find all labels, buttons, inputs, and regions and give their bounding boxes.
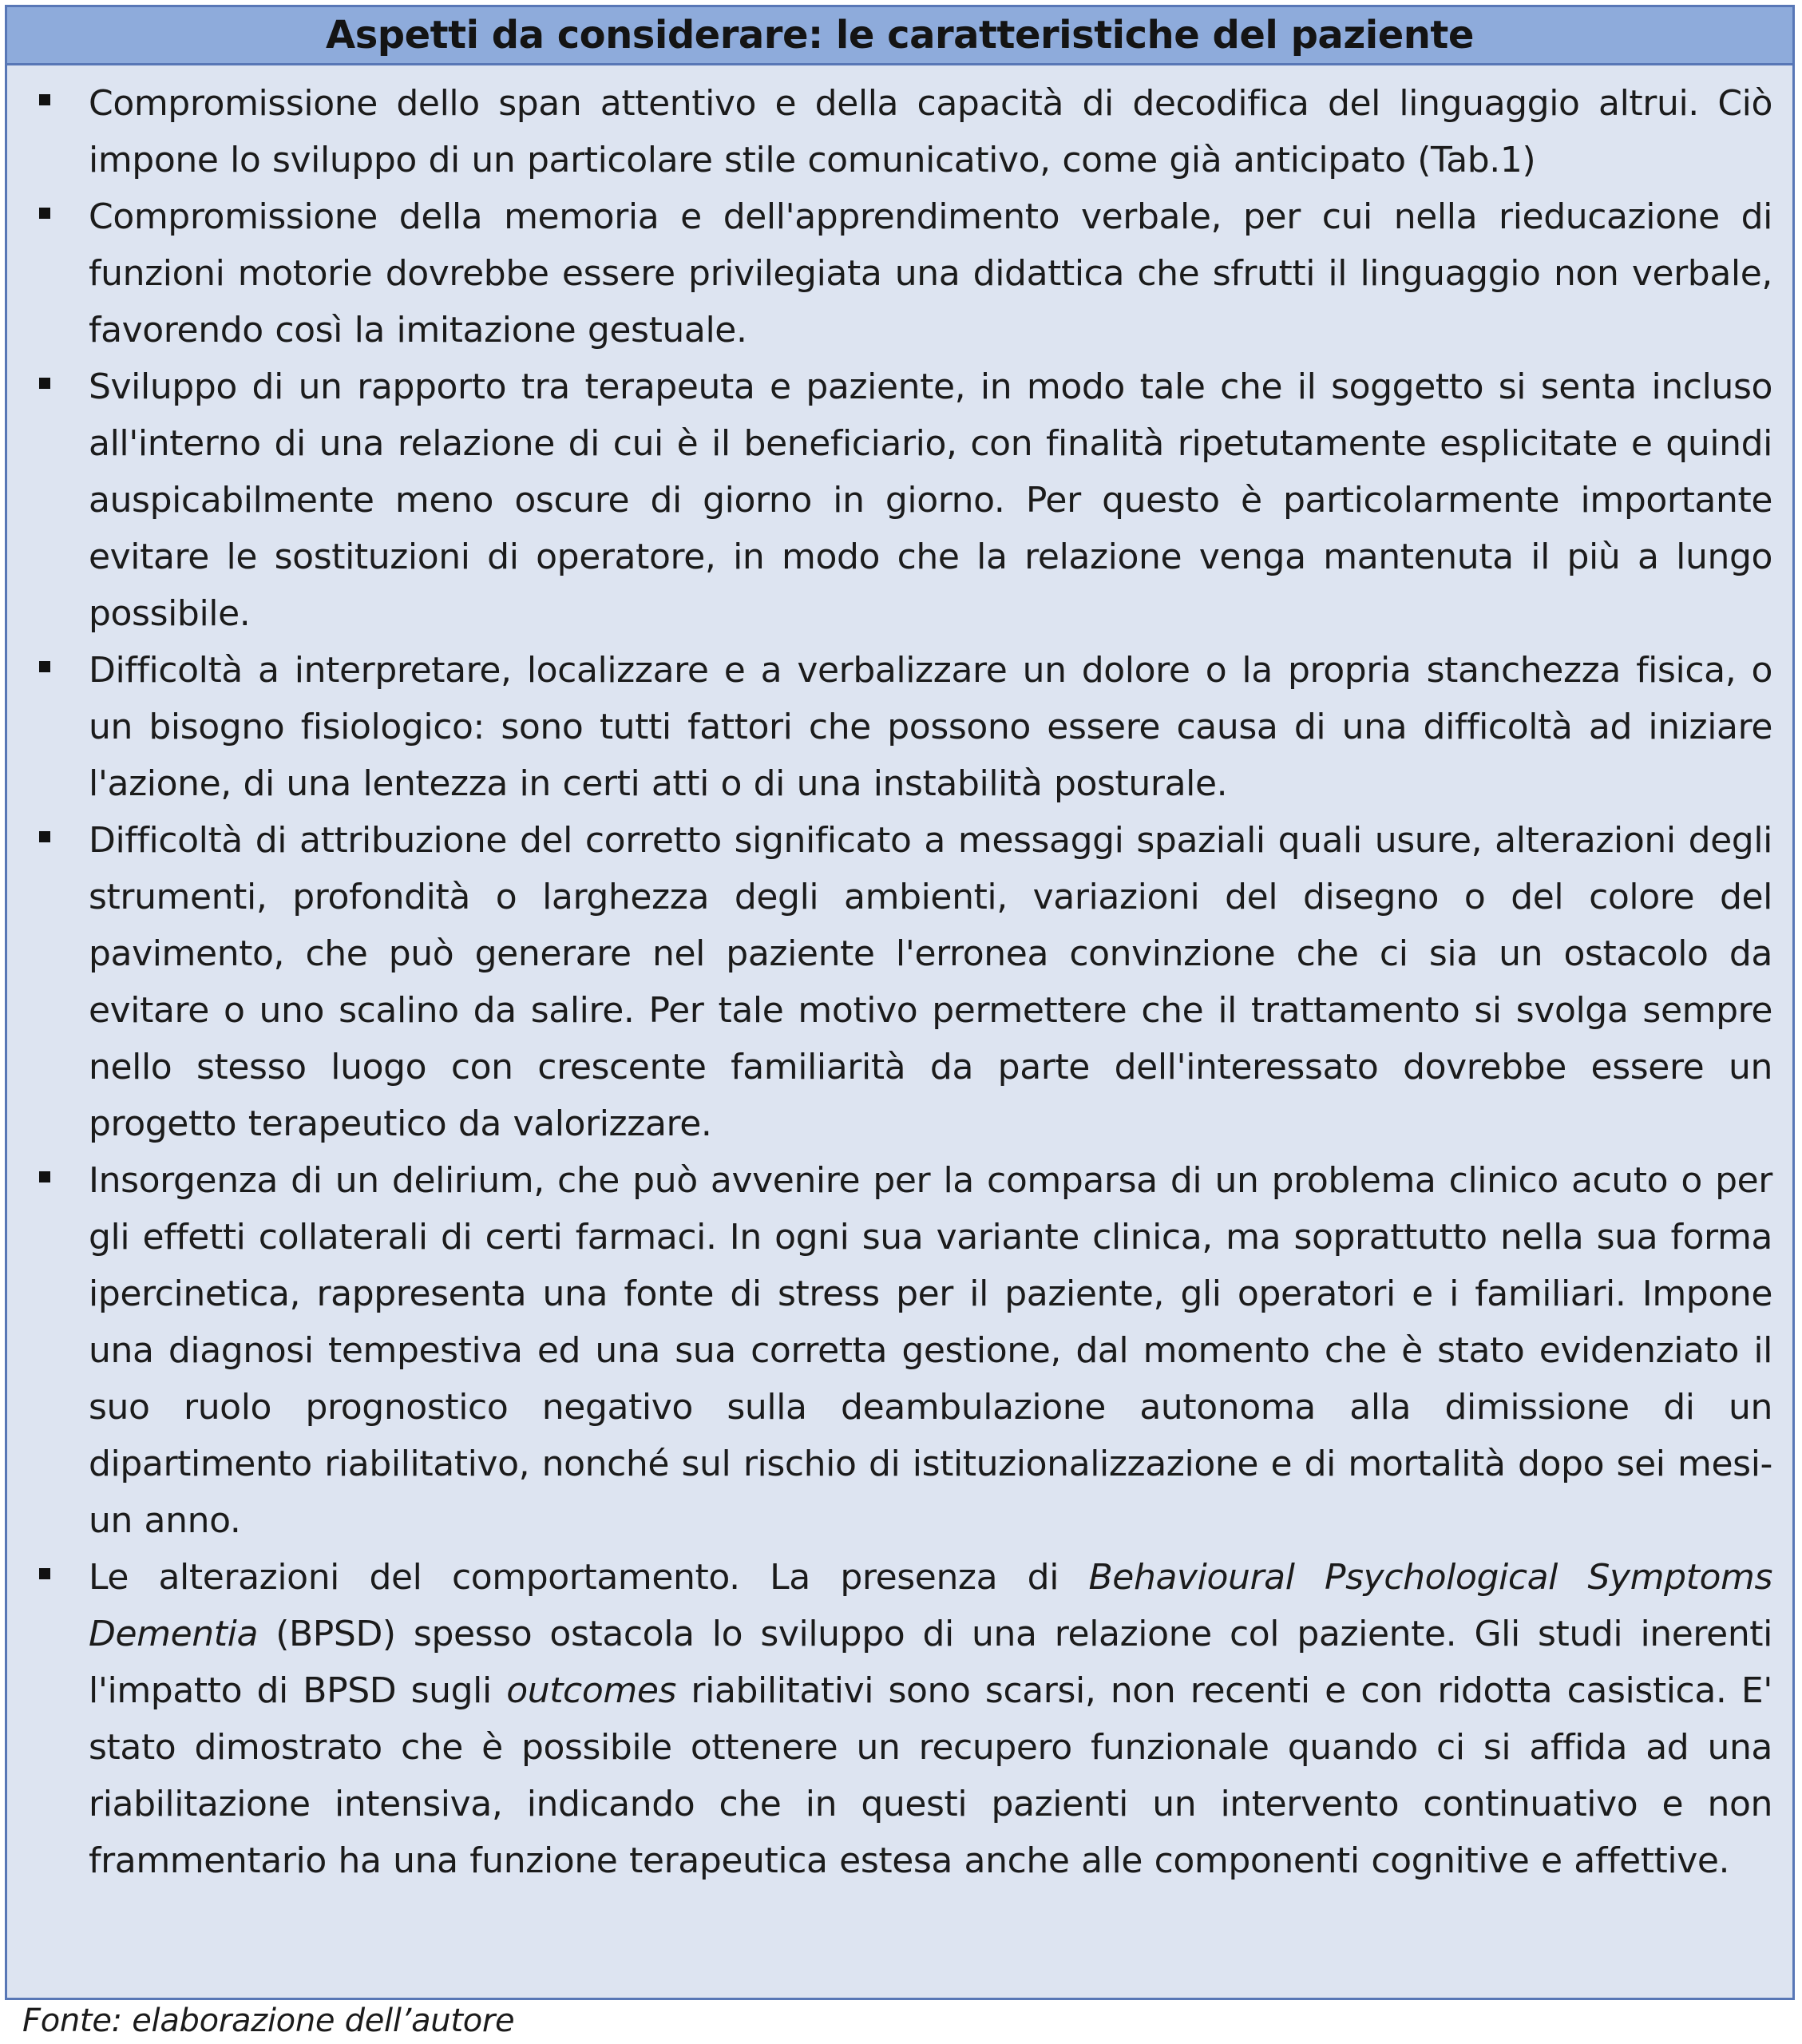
list-item-text: Difficoltà a interpretare, localizzare e a verbalizzare un dolore o la propria stanchezza fisica, o un bisogno fisiologico: sono tutti fattori che possono essere causa di una difficoltà ad iniziare l'azione, di una lentezza in certi atti o di una instabilità posturale. — [89, 650, 1772, 804]
list-item-text: Difficoltà di attribuzione del corretto significato a messaggi spaziali quali usure, alterazioni degli strumenti, profondità o larghezza degli ambienti, variazioni del disegno o del colore del pavimento, che può generare nel paziente l'erronea convinzione che ci sia un ostacolo da evitare o uno scalino da salire. Per tale motivo permettere che il trattamento si svolga sempre nello stesso luogo con crescente familiarità da parte dell'interessato dovrebbe essere un progetto terapeutico da valorizzare. — [89, 820, 1772, 1144]
list-item-text: Compromissione della memoria e dell'apprendimento verbale, per cui nella rieducazione di funzioni motorie dovrebbe essere privilegiata una didattica che sfrutti il linguaggio non verbale, favorendo così la imitazione gestuale. — [89, 196, 1772, 351]
list-item-text: Le alterazioni del comportamento. La presenza di — [89, 1557, 1089, 1598]
list-item — [89, 642, 1772, 812]
list-item-text: riabilitativi sono scarsi, non recenti e con ridotta casistica. E' stato dimostrato che è possibile ottenere un recupero funzionale quando ci si affida ad una riabilitazione intensiva, indicando che in questi pazienti un intervento continuativo e non frammentario ha una funzione terapeutica estesa anche alle componenti cognitive e affettive. — [89, 1670, 1772, 1881]
table-header — [7, 7, 1792, 65]
square-bullet-icon — [39, 661, 50, 672]
list-item-text: Sviluppo di un rapporto tra terapeuta e paziente, in modo tale che il soggetto si senta incluso all'interno di una relazione di cui è il beneficiario, con finalità ripetutamente esplicitate e quindi auspicabilmente meno oscure di giorno in giorno. Per questo è particolarmente importante evitare le sostituzioni di operatore, in modo che la relazione venga mantenuta il più a lungo possibile. — [89, 366, 1772, 634]
characteristics-list — [7, 65, 1792, 1889]
source-caption: Fonte: elaborazione dell’autore — [22, 2002, 515, 2039]
list-item — [89, 188, 1772, 358]
list-item-text: (BPSD) spesso ostacola lo sviluppo di una relazione col paziente. Gli studi inerenti l'impatto di BPSD sugli — [89, 1614, 1772, 1711]
list-item — [89, 1152, 1772, 1549]
list-item-text: Insorgenza di un delirium, che può avvenire per la comparsa di un problema clinico acuto o per gli effetti collaterali di certi farmaci. In ogni sua variante clinica, ma soprattutto nella sua forma ipercinetica, rappresenta una fonte di stress per il paziente, gli operatori e i familiari. Impone una diagnosi tempestiva ed una sua corretta gestione, dal momento che è stato evidenziato il suo ruolo prognostico negativo sulla deambulazione autonoma alla dimissione di un dipartimento riabilitativo, nonché sul rischio di istituzionalizzazione e di mortalità dopo sei mesi-un anno. — [89, 1160, 1772, 1541]
square-bullet-icon — [39, 208, 50, 219]
square-bullet-icon — [39, 831, 50, 842]
square-bullet-icon — [39, 94, 50, 105]
list-item-text: Compromissione dello span attentivo e della capacità di decodifica del linguaggio altrui. Ciò impone lo sviluppo di un particolare stile comunicativo, come già anticipato (Tab.1) — [89, 83, 1772, 180]
patient-characteristics-box — [5, 5, 1795, 2000]
square-bullet-icon — [39, 378, 50, 389]
square-bullet-icon — [39, 1568, 50, 1579]
list-item-italic-term: Behavioural Psychological Symptoms Dementia — [89, 1557, 1772, 1654]
list-item — [89, 1549, 1772, 1889]
header-title: Aspetti da considerare: le caratteristiche del paziente — [326, 13, 1474, 57]
list-item-italic-term: outcomes — [506, 1670, 677, 1711]
square-bullet-icon — [39, 1171, 50, 1182]
list-item — [89, 75, 1772, 188]
list-item — [89, 358, 1772, 642]
list-item — [89, 812, 1772, 1152]
